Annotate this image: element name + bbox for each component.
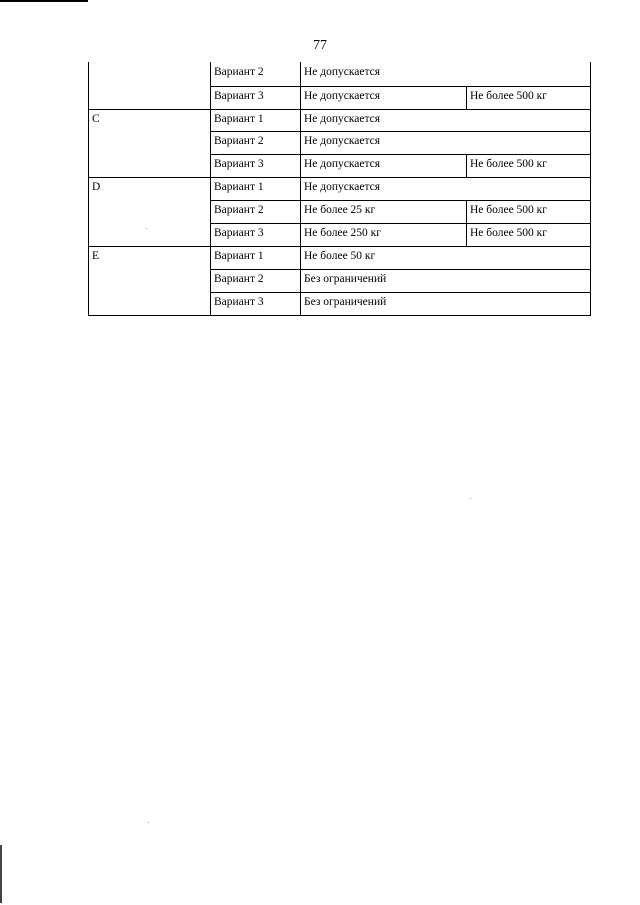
scan-speck	[148, 822, 149, 823]
table-border-right	[590, 62, 591, 316]
extra-limit-cell: Не более 500 кг	[470, 158, 547, 170]
group-label: E	[92, 250, 100, 262]
variant-cell: Вариант 3	[214, 296, 264, 308]
group-label: D	[92, 181, 101, 193]
extra-limit-cell: Не более 500 кг	[470, 227, 547, 239]
group-label: C	[92, 113, 100, 125]
left-edge-rule	[0, 845, 2, 903]
variant-cell: Вариант 3	[214, 90, 264, 102]
limit-cell: Не допускается	[304, 181, 381, 193]
limit-cell: Не допускается	[304, 66, 381, 78]
limit-cell: Не допускается	[304, 158, 381, 170]
extra-limit-cell: Не более 500 кг	[470, 90, 547, 102]
limit-cell: Не более 25 кг	[304, 204, 376, 216]
limit-cell: Без ограничений	[304, 296, 387, 308]
top-edge-rule	[0, 0, 88, 2]
limit-cell: Не более 250 кг	[304, 227, 381, 239]
limit-cell: Не допускается	[304, 113, 381, 125]
extra-limit-cell: Не более 500 кг	[470, 204, 547, 216]
variant-cell: Вариант 2	[214, 204, 264, 216]
variant-cell: Вариант 2	[214, 135, 264, 147]
table-group-divider	[88, 315, 591, 316]
variant-cell: Вариант 3	[214, 227, 264, 239]
page-number: 77	[313, 38, 327, 53]
variant-cell: Вариант 1	[214, 181, 264, 193]
variant-cell: Вариант 2	[214, 273, 264, 285]
limit-cell: Не более 50 кг	[304, 250, 376, 262]
limit-cell: Не допускается	[304, 90, 381, 102]
limit-cell: Не допускается	[304, 135, 381, 147]
limit-cell: Без ограничений	[304, 273, 387, 285]
variant-cell: Вариант 1	[214, 250, 264, 262]
variant-cell: Вариант 3	[214, 158, 264, 170]
variant-cell: Вариант 1	[214, 113, 264, 125]
scan-speck	[146, 228, 147, 229]
scan-speck	[470, 498, 471, 499]
variant-cell: Вариант 2	[214, 66, 264, 78]
